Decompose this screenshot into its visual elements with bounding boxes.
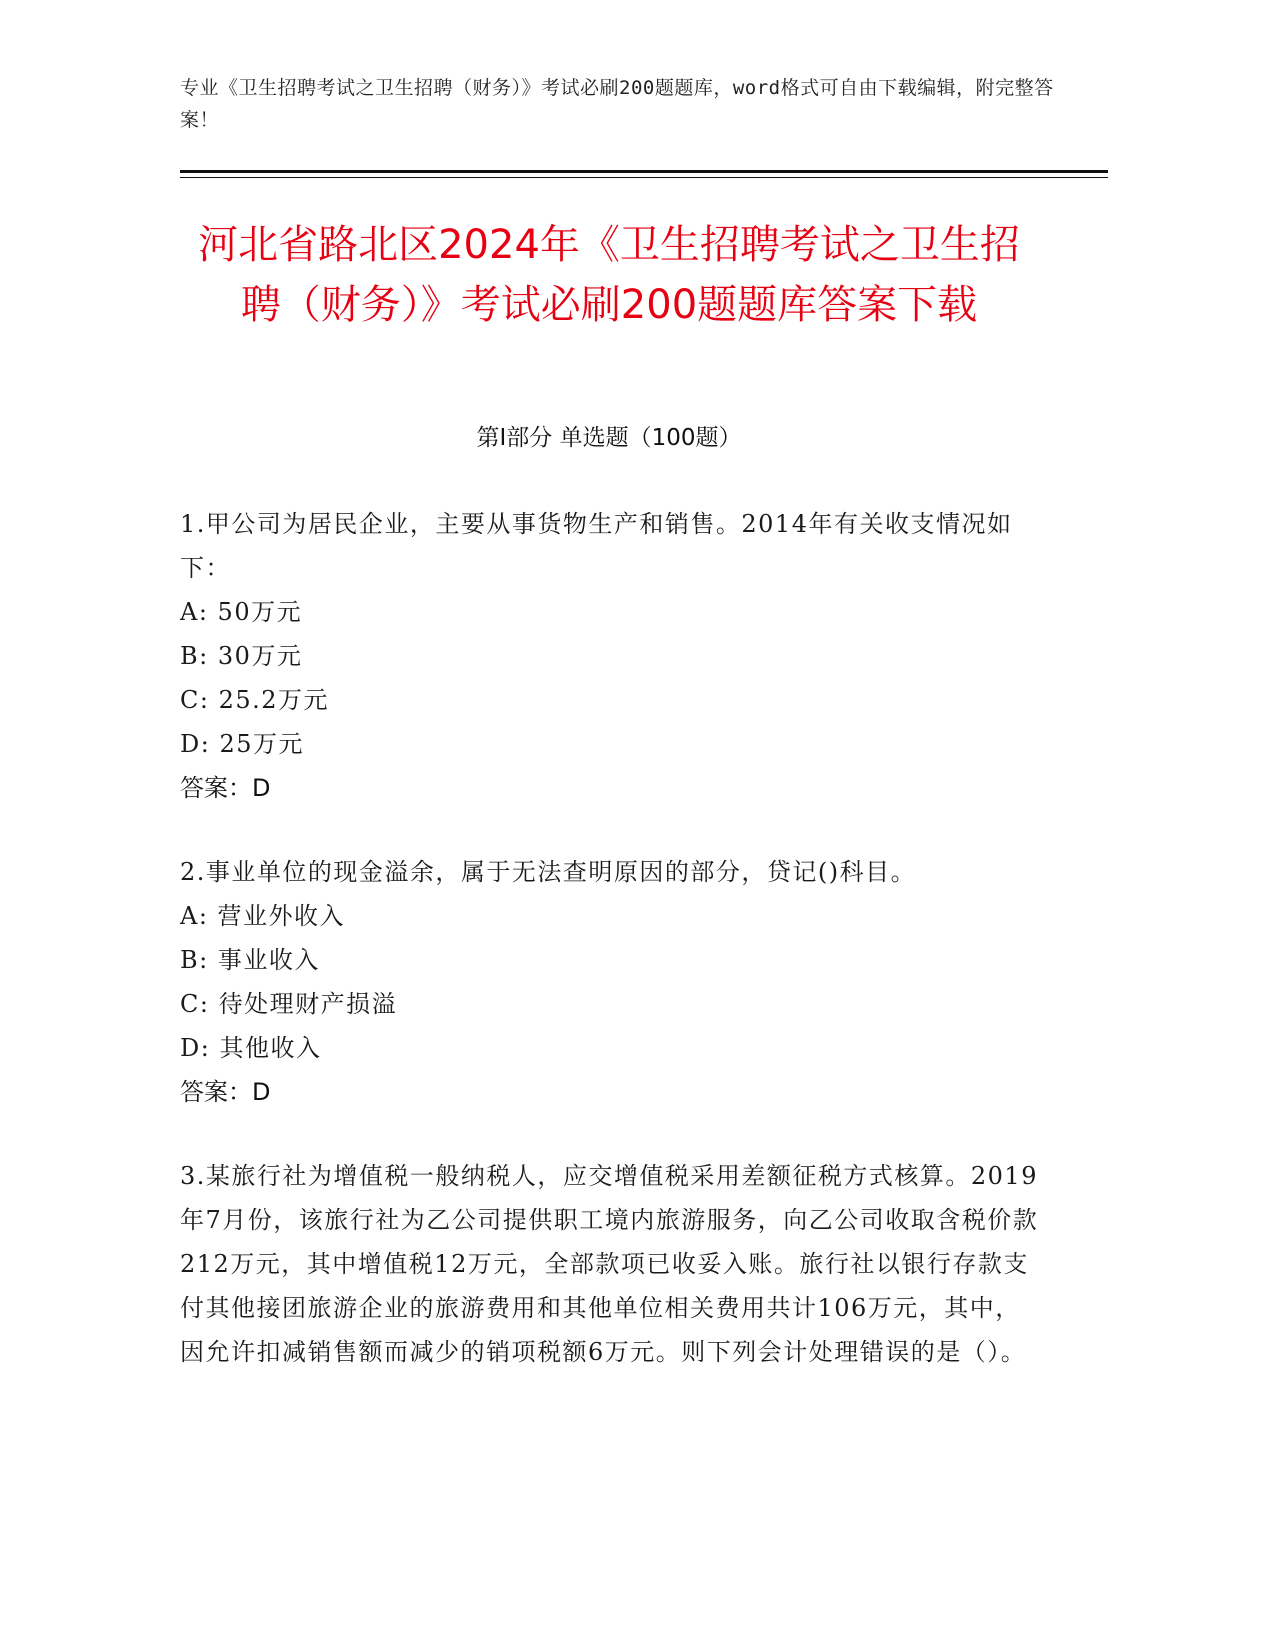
option-b: B: 30万元 — [180, 642, 303, 670]
answer: 答案：D — [180, 1078, 271, 1106]
section-title: 第I部分 单选题（100题） — [476, 425, 742, 451]
option-a: A: 50万元 — [180, 598, 303, 626]
option-a: A: 营业外收入 — [180, 902, 346, 930]
option-d: D: 其他收入 — [180, 1034, 322, 1062]
question-1 — [180, 502, 1040, 810]
option-b: B: 事业收入 — [180, 946, 320, 974]
question-list — [180, 502, 1040, 1414]
option-c: C: 25.2万元 — [180, 686, 330, 714]
answer: 答案：D — [180, 774, 271, 802]
document-title: 河北省路北区2024年《卫生招聘考试之卫生招聘（财务）》考试必刷200题题库答案下载 — [198, 222, 1020, 328]
header-divider-thin — [180, 177, 1108, 178]
question-text: 2.事业单位的现金溢余，属于无法查明原因的部分，贷记()科目。 — [180, 858, 917, 886]
question-2 — [180, 850, 1040, 1114]
header-note: 专业《卫生招聘考试之卫生招聘（财务）》考试必刷200题题库，word格式可自由下载编辑，附完整答案！ — [180, 77, 1054, 131]
option-d: D: 25万元 — [180, 730, 304, 758]
question-3 — [180, 1154, 1040, 1374]
question-text: 1.甲公司为居民企业，主要从事货物生产和销售。2014年有关收支情况如下： — [180, 510, 1013, 582]
header-divider-thick — [180, 170, 1108, 173]
question-text: 3.某旅行社为增值税一般纳税人，应交增值税采用差额征税方式核算。2019年7月份，该旅行社为乙公司提供职工境内旅游服务，向乙公司收取含税价款212万元，其中增值税12万元，全部款项已收妥入账。旅行社以银行存款支付其他接团旅游企业的旅游费用和其他单位相关费用共计106万元，其中，因允许扣减销售额而减少的销项税额6万元。则下列会计处理错误的是（）。 — [180, 1162, 1039, 1366]
option-c: C: 待处理财产损溢 — [180, 990, 398, 1018]
